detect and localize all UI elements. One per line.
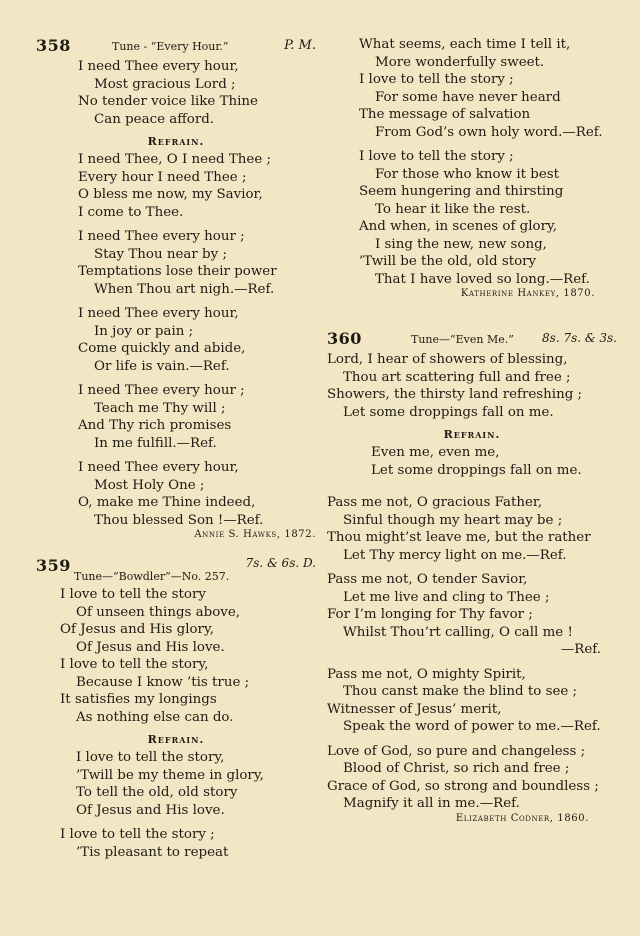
verse-line: I love to tell the story ; [60, 827, 215, 842]
verse-line: Every hour I need Thee ; [78, 169, 247, 185]
verse-line: Thou blessed Son !—Ref. [94, 512, 264, 528]
verse-line: Even me, even me, [371, 445, 500, 460]
spacer [327, 486, 617, 494]
verse-line: Thou might’st leave me, but the rather [327, 530, 591, 545]
verse-line: And Thy rich promises [78, 418, 232, 433]
hymn-number: 358 [36, 36, 71, 55]
verse-line: Magnify it all in me.—Ref. [343, 796, 520, 811]
verse-line: Come quickly and abide, [78, 341, 246, 356]
right-column [327, 36, 617, 824]
stanza [36, 826, 316, 861]
verse-line: I sing the new, new song, [375, 236, 547, 252]
stanza [327, 494, 617, 564]
stanza [327, 148, 617, 288]
hymn-358-header [36, 36, 316, 58]
hymn-number: 360 [327, 329, 362, 348]
stanza-continued [327, 36, 617, 141]
verse-line: I need Thee every hour, [78, 460, 239, 475]
verse-line: Stay Thou near by ; [94, 246, 227, 262]
verse-line: Thou art scattering full and free ; [343, 369, 571, 385]
verse-line: Of unseen things above, [76, 604, 241, 620]
verse-line: ’Twill be the old, old story [359, 254, 537, 269]
verse-line: I need Thee, O I need Thee ; [78, 152, 272, 167]
meter: 8s. 7s. & 3s. [542, 331, 617, 345]
verse-line: And when, in scenes of glory, [359, 219, 558, 234]
verse-line: Of Jesus and His glory, [60, 622, 214, 637]
verse-line: Thou canst make the blind to see ; [343, 684, 578, 699]
stanza [36, 459, 316, 529]
verse-line: Witnesser of Jesus’ merit, [327, 701, 502, 717]
verse-line: In me fulfill.—Ref. [94, 435, 217, 451]
refrain [327, 444, 617, 479]
verse-line: Let some droppings fall on me. [371, 462, 582, 478]
verse-line: Grace of God, so strong and boundless ; [327, 778, 599, 794]
verse-line: Speak the word of power to me.—Ref. [343, 719, 601, 734]
verse-line: I love to tell the story, [76, 750, 225, 765]
author-credit: Annie S. Hawks, 1872. [194, 529, 316, 540]
stanza [327, 571, 617, 659]
verse-line: No tender voice like Thine [78, 94, 258, 109]
verse-line: Most gracious Lord ; [94, 76, 236, 92]
stanza [327, 351, 617, 421]
verse-line: ’Twill be my theme in glory, [76, 767, 264, 783]
author-credit: Katherine Hankey, 1870. [460, 288, 595, 299]
hymn-360-header [327, 329, 617, 351]
meter: P. M. [284, 38, 316, 53]
verse-line: Let Thy mercy light on me.—Ref. [343, 547, 567, 563]
verse-line: The message of salvation [359, 107, 531, 122]
hymn-359-header [36, 556, 316, 586]
stanza [327, 743, 617, 813]
author-credit: Elizabeth Codner, 1860. [455, 812, 589, 824]
stanza [327, 666, 617, 736]
refrain-title: Refrain. [147, 135, 205, 148]
verse-line: What seems, each time I tell it, [359, 37, 571, 52]
tune-name: Tune—“Bowdler”—No. 257. [74, 570, 230, 583]
verse-line: Pass me not, O gracious Father, [327, 495, 543, 510]
verse-line: Showers, the thirsty land refreshing ; [327, 387, 583, 402]
verse-line: ’Tis pleasant to repeat [76, 844, 229, 860]
verse-line: I need Thee every hour, [78, 59, 239, 74]
verse-line: Can peace afford. [94, 111, 215, 127]
refrain-title: Refrain. [147, 733, 205, 746]
verse-line: To hear it like the rest. [375, 201, 531, 217]
refrain-marker: —Ref. [560, 642, 601, 657]
verse-line: Sinful though my heart may be ; [343, 512, 563, 528]
stanza [36, 382, 316, 452]
tune-name: Tune—“Even Me.” [411, 333, 514, 346]
verse-line: Whilst Thou’rt calling, O call me ! [343, 624, 573, 640]
verse-line: I love to tell the story ; [359, 149, 514, 164]
left-column [36, 36, 316, 868]
verse-line: Blood of Christ, so rich and free ; [343, 761, 570, 776]
verse-line: Or life is vain.—Ref. [94, 358, 230, 374]
hymn-number: 359 [36, 556, 71, 575]
verse-line: To tell the old, old story [76, 785, 238, 800]
verse-line: I need Thee every hour ; [78, 383, 245, 398]
verse-line: I need Thee every hour, [78, 306, 239, 321]
verse-line: When Thou art nigh.—Ref. [94, 281, 275, 297]
refrain-title: Refrain. [443, 428, 501, 441]
tune-name: Tune - “Every Hour.” [112, 40, 229, 53]
verse-line: It satisfies my longings [60, 692, 217, 707]
verse-line: Pass me not, O tender Savior, [327, 572, 528, 587]
stanza [36, 305, 316, 375]
verse-line: O bless me now, my Savior, [78, 187, 263, 202]
verse-line: O, make me Thine indeed, [78, 495, 256, 510]
verse-line: Love of God, so pure and changeless ; [327, 743, 586, 759]
verse-line: I come to Thee. [78, 204, 184, 220]
verse-line: For those who know it best [375, 166, 559, 182]
verse-line: Let some droppings fall on me. [343, 404, 554, 420]
verse-line: That I have loved so long.—Ref. [375, 271, 590, 287]
verse-line: For I’m longing for Thy favor ; [327, 607, 533, 622]
verse-line: I love to tell the story ; [359, 72, 514, 87]
verse-line: Teach me Thy will ; [94, 400, 226, 416]
verse-line: In joy or pain ; [94, 323, 194, 339]
verse-line: Because I know ’tis true ; [76, 674, 250, 690]
verse-line: Of Jesus and His love. [76, 802, 225, 818]
stanza [36, 58, 316, 128]
verse-line: I need Thee every hour ; [78, 229, 245, 244]
refrain [36, 749, 316, 819]
verse-line: Of Jesus and His love. [76, 639, 225, 655]
spacer [327, 299, 617, 329]
verse-line: Let me live and cling to Thee ; [343, 589, 550, 605]
verse-line: Seem hungering and thirsting [359, 184, 564, 199]
verse-line: Lord, I hear of showers of blessing, [327, 352, 568, 367]
spacer [36, 540, 316, 556]
verse-line: As nothing else can do. [76, 709, 234, 725]
verse-line: Temptations lose their power [78, 264, 277, 279]
verse-line: I love to tell the story [60, 587, 206, 602]
meter: 7s. & 6s. D. [245, 556, 316, 570]
verse-line: From God’s own holy word.—Ref. [375, 124, 603, 140]
refrain [36, 151, 316, 221]
verse-line: Most Holy One ; [94, 477, 205, 493]
verse-line: More wonderfully sweet. [375, 54, 545, 70]
verse-line: Pass me not, O mighty Spirit, [327, 666, 526, 682]
stanza [36, 228, 316, 298]
stanza [36, 586, 316, 726]
verse-line: For some have never heard [375, 89, 561, 105]
verse-line: I love to tell the story, [60, 657, 209, 672]
